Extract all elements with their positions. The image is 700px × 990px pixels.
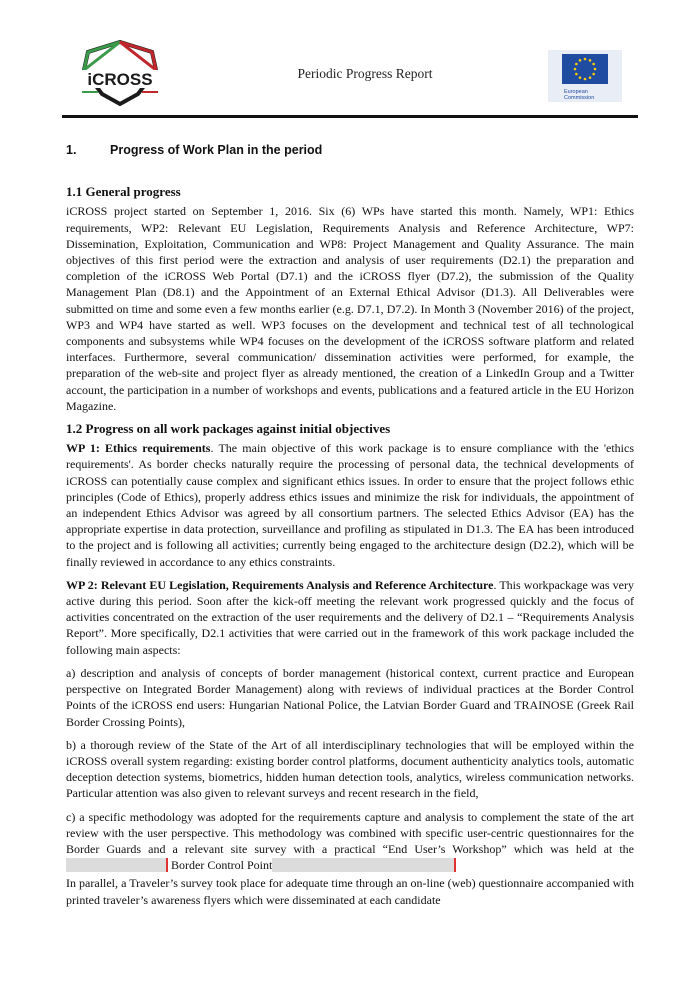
list-item-a: a) description and analysis of concepts of border management (historical context, current practice and European perspective on Integrated Border Management) along with reviews of individual practices at the Border Control Points of the iCROSS end users: Hungarian National Police, the Latvian Border Guard and TRAINOSE (Greek Rail Border Crossing Points), bbox=[66, 665, 634, 729]
parallel-survey-paragraph: In parallel, a Traveler’s survey took place for adequate time through an on-line (web) questionnaire accompanied with printed traveler’s awareness flyers which were disseminated at each candidate bbox=[66, 876, 634, 907]
subsection-heading-progress: 1.2 Progress on all work packages against initial objectives bbox=[66, 421, 391, 437]
eu-caption-line2: Commission bbox=[564, 95, 595, 101]
eu-flag-icon bbox=[548, 50, 622, 102]
eu-star-icon bbox=[589, 59, 592, 62]
eu-star-icon bbox=[592, 73, 595, 76]
eu-star-icon bbox=[579, 76, 582, 79]
eu-caption-line1: European bbox=[564, 89, 588, 95]
header-rule bbox=[62, 115, 638, 118]
wp1-text: . The main objective of this work package is to ensure compliance with the 'ethics requirements'. As border checks naturally require the processing of personal data, the technical developments of iCROSS can potentially cause complex and significant ethics issues. In order to ensure that the project follows ethic principles (Code of Ethics), properly address ethics issues and minimize the risk for individuals, the appointment of an independent Ethics Advisor was agreed by all consortium partners. The selected Ethics Advisor (EA) has the appropriate expertise in data protection, surveillance and profiling as stipulated in D1.3. The EA has been introduced to the project and is following all activities; currently being engaged to the architecture design (D2.2), which will be finally reviewed in accordance to any ethics constraints. bbox=[66, 441, 634, 569]
eu-star-icon bbox=[584, 78, 587, 81]
subsection-heading-general: 1.1 General progress bbox=[66, 184, 181, 200]
list-item-b: b) a thorough review of the State of the Art of all interdisciplinary technologies that will be employed within the iCROSS overall system regarding: existing border control platforms, document authenticity analytics tools, automatic deception detection systems, biometrics, hidden human detection tools, analytics, wireless communication networks. Particular attention was also given to relevant surveys and recent research in the field, bbox=[66, 737, 634, 801]
item-c-text: c) a specific methodology was adopted for the requirements capture and analysis to complement the state of the art review with the user perspective. This methodology was combined with specific user-centric questionnaires for the Border Guards and a relevant site survey with a practical “End User’s Workshop” which was held at the bbox=[66, 809, 634, 856]
wp2-text: . This workpackage was very active during this period. Soon after the kick-off meeting the relevant work progressed quickly and the focus of activities concentrated on the extraction of the user requirements and the delivery of D2.1 – “Requirements Analysis Report”. More specifically, D2.1 activities that were carried out in the framework of this work package included the following main aspects: bbox=[66, 577, 634, 657]
eu-star-icon bbox=[579, 59, 582, 62]
redaction-box bbox=[66, 858, 168, 872]
eu-star-icon bbox=[575, 63, 578, 66]
eu-star-icon bbox=[594, 68, 597, 71]
section-title: Progress of Work Plan in the period bbox=[110, 143, 323, 157]
redaction-box bbox=[272, 858, 456, 872]
logo-wordmark: iCROSS bbox=[87, 70, 153, 89]
document-body bbox=[66, 142, 634, 915]
section-number: 1. bbox=[66, 143, 77, 157]
eu-star-icon bbox=[575, 73, 578, 76]
list-item-c bbox=[66, 809, 634, 874]
eu-star-icon bbox=[574, 68, 577, 71]
icross-logo bbox=[72, 40, 168, 108]
section-heading bbox=[66, 142, 634, 158]
page-header bbox=[0, 0, 700, 120]
eu-star-icon bbox=[589, 76, 592, 79]
general-progress-paragraph: iCROSS project started on September 1, 2016. Six (6) WPs have started this month. Namely, WP1: Ethics requirements, WP2: Relevant EU Legislation, Requirements Analysis and Reference Architecture, WP7: Dissemination, Exploitation, Communication and WP8: Project Management and Quality Assurance. The main objectives of this first period were the extraction and analysis of user requirements (D2.1) the preparation and completion of the iCROSS Web Portal (D7.1) and the iCROSS flyer (D7.2), the submission of the Quality Management Plan (D8.1) and the Appointment of an External Ethical Advisor (D1.3). All Deliverables were submitted on time and some even a few months earlier (e.g. D7.1, D7.2). In Month 3 (November 2016) of the project, WP3 and WP4 have started as well. WP3 focuses on the development and technical test of all technological components and subsystems while WP4 focuses on the development of the iCROSS software platform and related interfaces. Furthermore, several communication/ dissemination activities were performed, for example, the preparation of the web-site and project flyer as already mentioned, the creation of a LinkedIn Group and a Twitter account, the participation in a number of workshops and events, publications and a featured article in the EU Horizon Magazine. bbox=[66, 204, 634, 413]
item-c-border-point: Border Control Point bbox=[171, 858, 273, 873]
eu-star-icon bbox=[584, 58, 587, 61]
wp2-paragraph bbox=[66, 577, 634, 658]
wp1-paragraph bbox=[66, 440, 634, 570]
eu-star-icon bbox=[592, 63, 595, 66]
wp2-title: WP 2: Relevant EU Legislation, Requirements Analysis and Reference Architecture bbox=[66, 577, 494, 592]
wp1-title: WP 1: Ethics requirements bbox=[66, 441, 211, 456]
report-title: Periodic Progress Report bbox=[297, 66, 433, 81]
